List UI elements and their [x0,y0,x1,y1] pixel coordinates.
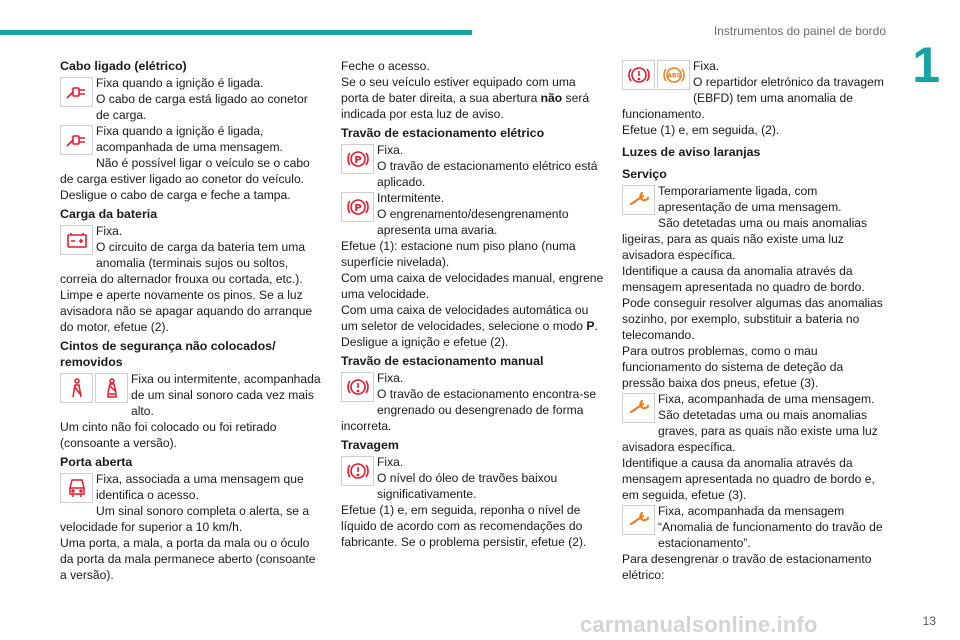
svg-text:P: P [353,203,362,214]
door-open-icon [60,473,93,503]
column-2 [341,58,605,550]
section-title-porta: Porta aberta [60,455,133,469]
section-title-orange-lights: Luzes de aviso laranjas [622,145,761,159]
section-title-travao-eletrico: Travão de estacionamento elétrico [341,126,545,140]
column-3 [622,58,884,583]
chapter-number: 1 [912,37,940,93]
wrench-icon [622,505,655,535]
wrench-icon [622,393,655,423]
running-header: Instrumentos do painel de bordo [713,24,886,38]
header-accent-bar [0,30,472,35]
entry-travao-man-1 [341,370,605,434]
section-title-bateria: Carga da bateria [60,207,158,221]
entry-cintos-1 [60,371,322,451]
abs-icon [657,60,690,90]
charging-cable-icon [60,125,93,155]
parking-brake-icon [341,144,374,174]
porta-intro-text [341,58,605,122]
entry-travao-el-2 [341,190,605,350]
entry-travao-el-1 [341,142,605,190]
rear-seatbelt-icon [95,373,128,403]
brake-warning-icon [341,372,374,402]
column-1 [60,58,322,583]
brake-warning-icon [622,60,655,90]
entry-travao-el-2-part2: . Desligue a ignição e efetue (2). [341,319,598,349]
entry-servico-3-text: Fixa, acompanhada da mensagem “Anomalia de funcionamento do travão de estacionamento”. Para desengrenar o travão de estacionamento elétrico: [622,504,883,582]
entry-servico-3 [622,503,884,583]
entry-cabo-1-text: Fixa quando a ignição é ligada. O cabo de carga está ligado ao conetor de carga. [96,76,308,122]
entry-travao-el-1-text: Fixa. O travão de estacionamento elétrico está aplicado. [377,143,598,189]
section-title-travao-manual: Travão de estacionamento manual [341,354,544,368]
battery-icon [60,225,93,255]
seatbelt-icon [60,373,93,403]
watermark-text: carmanualsonline.info [580,612,818,637]
porta-intro-bold: não [540,91,563,105]
entry-ebfd-1-text: Fixa. O repartidor eletrónico da travagem (EBFD) tem uma anomalia de funcionamento. Efetue (1) e, em seguida, (2). [622,59,884,137]
section-title-cintos: Cintos de segurança não colocados/ removidos [60,339,276,369]
entry-travao-el-2-bold: P [586,319,595,333]
entry-ebfd-1 [622,58,884,138]
entry-travao-el-2-text [341,190,605,350]
svg-text:P: P [353,155,362,166]
section-title-cabo: Cabo ligado (elétrico) [60,59,187,73]
entry-bateria-1-text: Fixa. O circuito de carga da bateria tem uma anomalia (terminais sujos ou soltos, correia do alternador frouxa ou cortada, etc.). Limpe e aperte novamente os pinos. Se a luz avisadora não se apagar aquando do arranque do motor, efetue (2). [60,224,313,334]
entry-cintos-1-text: Fixa ou intermitente, acompanhada de um sinal sonoro cada vez mais alto. Um cinto não foi colocado ou foi retirado (consoante a versão). [60,372,321,450]
entry-cabo-1 [60,75,322,123]
porta-intro-part2: será indicada por esta luz de aviso. [341,91,590,121]
entry-servico-1 [622,183,884,391]
parking-brake-icon [341,192,374,222]
section-title-travagem: Travagem [341,438,399,452]
entry-travagem-1 [341,454,605,550]
brake-warning-icon [341,456,374,486]
entry-bateria-1 [60,223,322,335]
entry-servico-2-text: Fixa, acompanhada de uma mensagem. São detetadas uma ou mais anomalias graves, para as quais não existe uma luz avisadora específica. Identifique a causa da anomalia através da mensagem apresentada no quadro de bordo e, em seguida, efetue (3). [622,392,878,502]
svg-text:ABS: ABS [666,72,681,80]
section-title-servico: Serviço [622,167,667,181]
charging-cable-icon [60,77,93,107]
entry-cabo-2-text: Fixa quando a ignição é ligada, acompanhada de uma mensagem. Não é possível ligar o veículo se o cabo de carga estiver ligado ao conetor do veículo. Desligue o cabo de carga e feche a tampa. [60,124,310,202]
porta-intro-part1: Feche o acesso. Se o seu veículo estiver equipado com uma porta de bater direita, a sua abertura [341,59,576,105]
page-number: 13 [922,614,936,628]
wrench-icon [622,185,655,215]
entry-porta-1 [60,471,322,583]
entry-servico-1-text: Temporariamente ligada, com apresentação de uma mensagem. São detetadas uma ou mais anomalias ligeiras, para as quais não existe uma luz avisadora específica. Identifique a causa da anomalia através da mensagem apresentada no quadro de bordo. Pode conseguir resolver algumas das anomalias sozinho, por exemplo, substituir a bateria no telecomando. Para outros problemas, como o mau funcionamento do sistema de deteção da pressão baixa dos pneus, efetue (3). [622,184,883,390]
entry-porta-1-text: Fixa, associada a uma mensagem que identifica o acesso. Um sinal sonoro completa o alerta, se a velocidade for superior a 10 km/h. Uma porta, a mala, a porta da mala ou o óculo da porta da mala permanece aberto (consoante a versão). [60,472,316,582]
entry-servico-2 [622,391,884,503]
entry-cabo-2 [60,123,322,203]
entry-travao-el-2-part1: Intermitente. O engrenamento/desengrenamento apresenta uma avaria. Efetue (1): estacione num piso plano (numa superfície nivelada). Com uma caixa de velocidades manual, engrene uma velocidade. Com uma caixa de velocidades automática ou um seletor de velocidades, selecione o modo [341,191,604,333]
entry-travao-man-1-text: Fixa. O travão de estacionamento encontra-se engrenado ou desengrenado de forma incorreta. [341,371,597,433]
entry-travagem-1-text: Fixa. O nível do óleo de travões baixou significativamente. Efetue (1) e, em seguida, reponha o nível de líquido de acordo com as recomendações do fabricante. Se o problema persistir, efetue (2). [341,455,587,549]
